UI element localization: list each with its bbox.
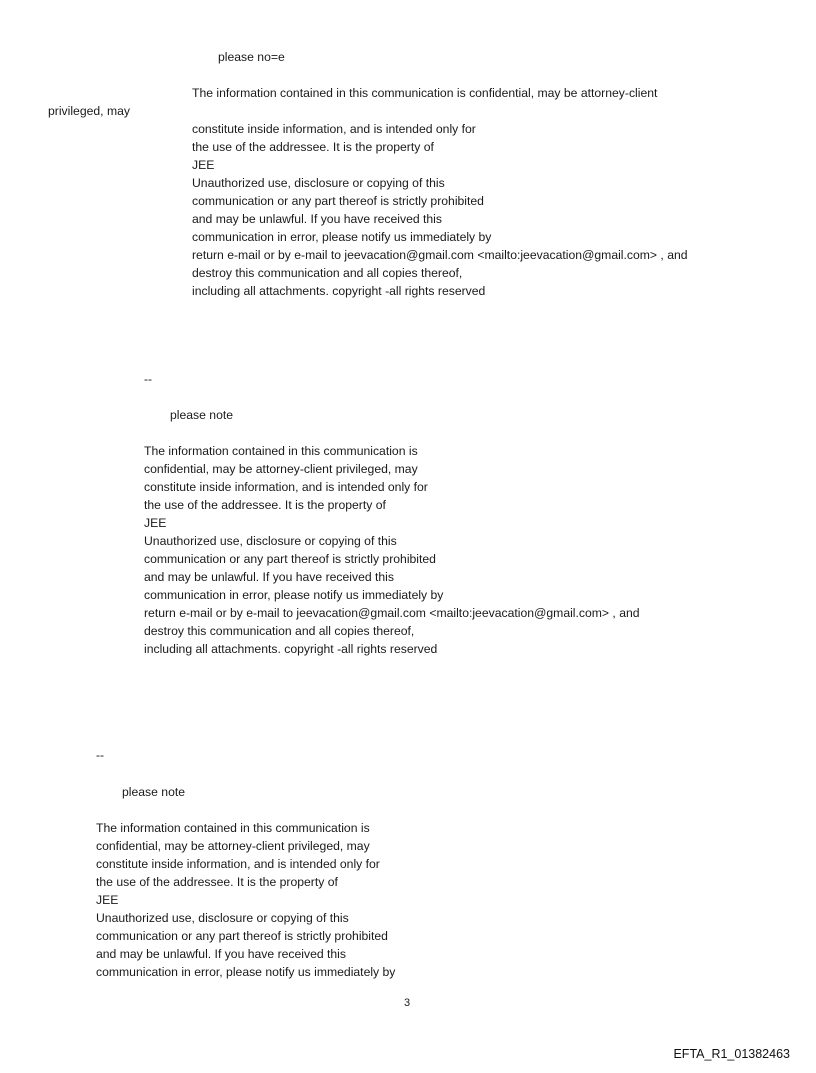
- body-line: constitute inside information, and is intended only for: [192, 122, 476, 136]
- body-line: The information contained in this communication is: [144, 444, 418, 458]
- section3-body: [96, 819, 395, 981]
- body-line: communication in error, please notify us immediately by: [192, 230, 492, 244]
- section2-body: [144, 442, 640, 658]
- body-line: return e-mail or by e-mail to jeevacation@gmail.com <mailto:jeevacation@gmail.com> , and: [192, 248, 688, 262]
- body-line: Unauthorized use, disclosure or copying of this: [96, 911, 349, 925]
- body-line: the use of the addressee. It is the property of: [144, 498, 386, 512]
- section3-separator: --: [96, 748, 105, 762]
- body-line: Unauthorized use, disclosure or copying of this: [144, 534, 397, 548]
- section2-separator: --: [144, 372, 153, 386]
- body-line: and may be unlawful. If you have received this: [96, 947, 346, 961]
- section1-wrapped-line: privileged, may: [48, 104, 130, 118]
- body-line: and may be unlawful. If you have received this: [144, 570, 394, 584]
- section1-heading: please no=e: [218, 50, 285, 64]
- body-line: communication or any part thereof is strictly prohibited: [96, 929, 388, 943]
- body-line: the use of the addressee. It is the property of: [96, 875, 338, 889]
- body-line: communication in error, please notify us immediately by: [144, 588, 444, 602]
- body-line: and may be unlawful. If you have received this: [192, 212, 442, 226]
- body-line: communication or any part thereof is strictly prohibited: [192, 194, 484, 208]
- body-line: JEE: [96, 893, 119, 907]
- section3-heading: please note: [122, 785, 186, 799]
- body-line: The information contained in this communication is: [96, 821, 370, 835]
- bates-id: EFTA_R1_01382463: [673, 1047, 790, 1061]
- body-line: confidential, may be attorney-client privileged, may: [96, 839, 370, 853]
- body-line: destroy this communication and all copies thereof,: [192, 266, 463, 280]
- body-line: the use of the addressee. It is the property of: [192, 140, 434, 154]
- body-line: JEE: [192, 158, 215, 172]
- body-line: constitute inside information, and is intended only for: [144, 480, 428, 494]
- body-line: communication or any part thereof is strictly prohibited: [144, 552, 436, 566]
- body-line: constitute inside information, and is intended only for: [96, 857, 380, 871]
- page-number: 3: [404, 997, 411, 1009]
- body-line: JEE: [144, 516, 167, 530]
- body-line: including all attachments. copyright -all rights reserved: [192, 284, 486, 298]
- section2-heading: please note: [170, 408, 234, 422]
- body-line: destroy this communication and all copies thereof,: [144, 624, 415, 638]
- section1-body: [192, 120, 688, 300]
- body-line: including all attachments. copyright -all rights reserved: [144, 642, 438, 656]
- body-line: communication in error, please notify us immediately by: [96, 965, 396, 979]
- body-line: Unauthorized use, disclosure or copying of this: [192, 176, 445, 190]
- body-line: confidential, may be attorney-client privileged, may: [144, 462, 418, 476]
- section1-first-line: The information contained in this communication is confidential, may be attorney-client: [192, 86, 658, 100]
- body-line: return e-mail or by e-mail to jeevacation@gmail.com <mailto:jeevacation@gmail.com> , and: [144, 606, 640, 620]
